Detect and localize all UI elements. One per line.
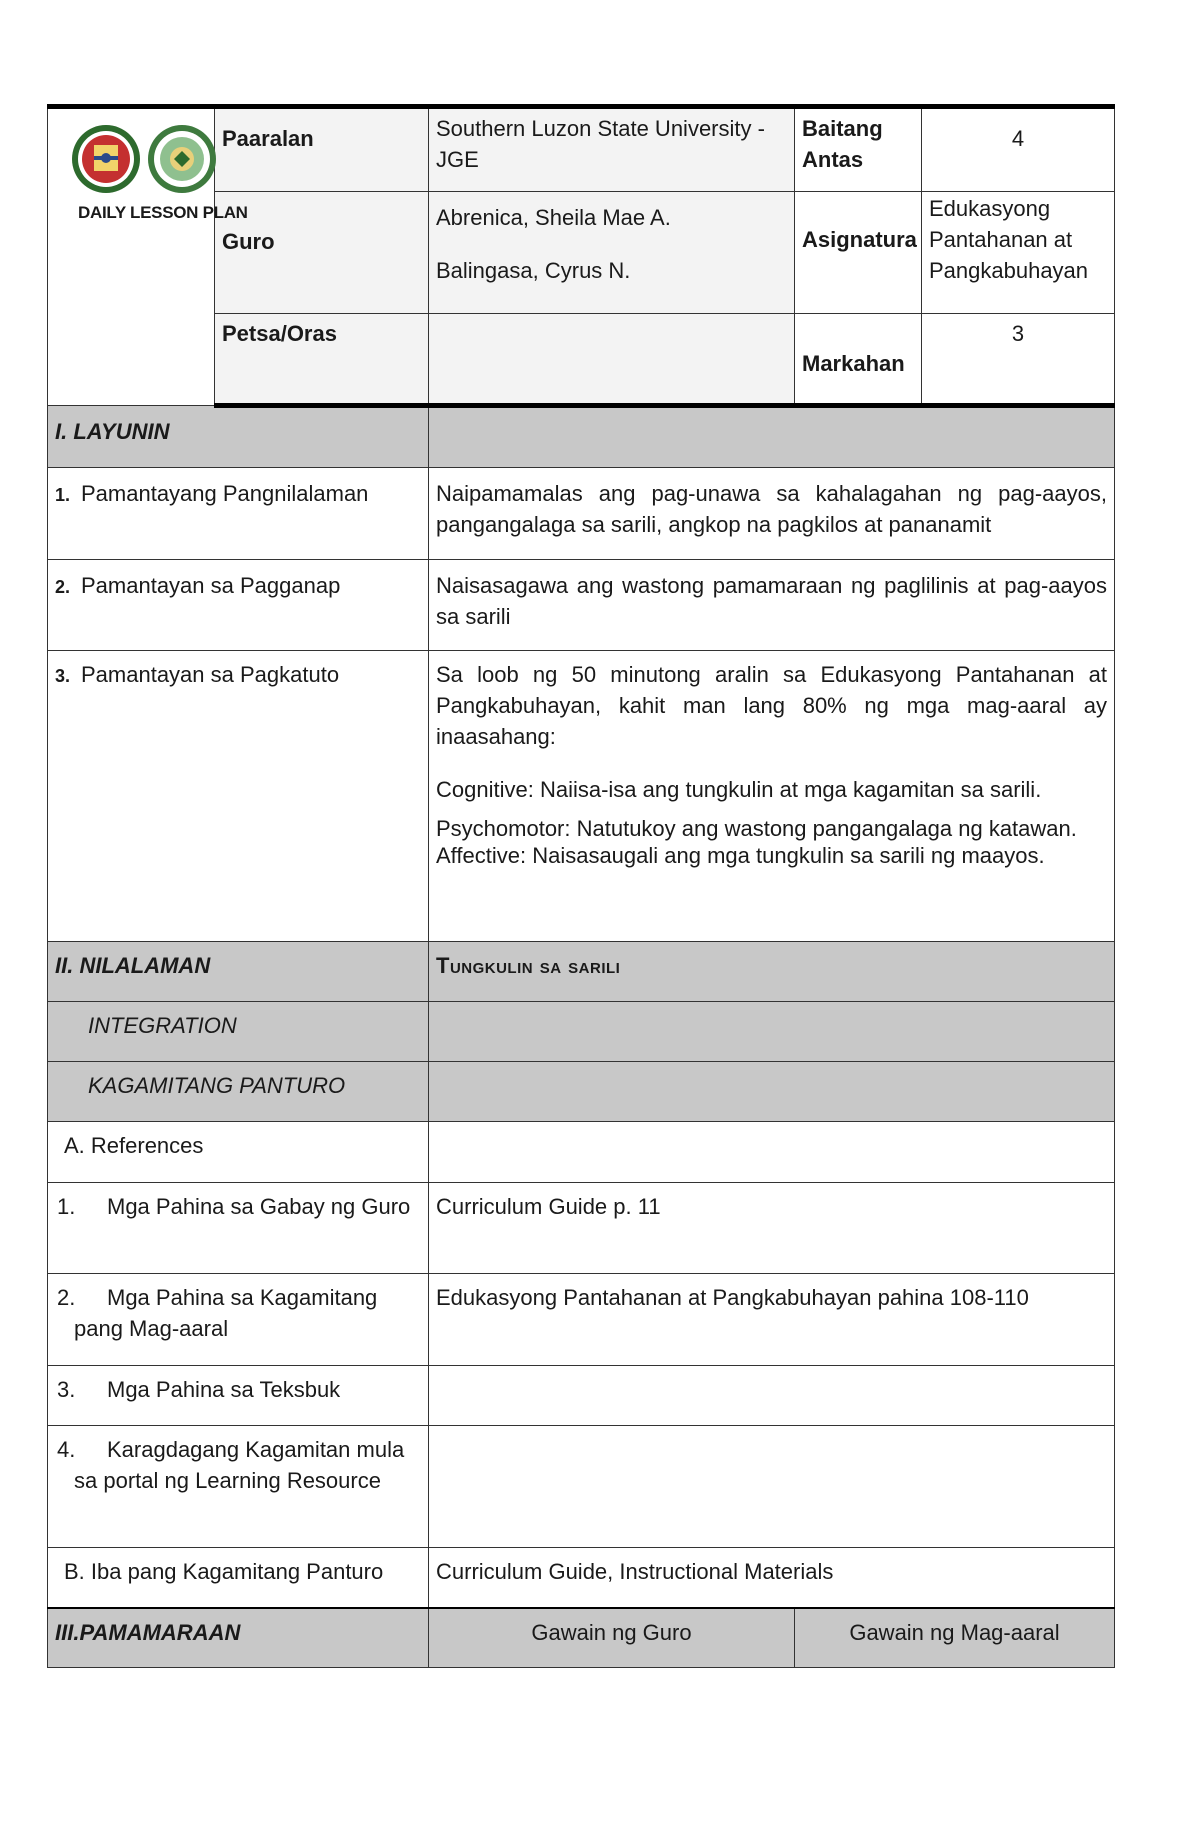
competency-affective: Affective: Naisasaugali ang mga tungkulin sa sarili ng maayos. [436, 843, 1045, 868]
jge-seal-icon [148, 125, 216, 193]
reference-value [429, 1426, 1115, 1548]
reference-value: Edukasyong Pantahanan at Pangkabuhayan pahina 108-110 [429, 1274, 1115, 1366]
reference-row [48, 1274, 429, 1366]
integration-label: INTEGRATION [48, 1002, 429, 1062]
teacher-name-1: Abrenica, Sheila Mae A. [436, 205, 671, 230]
reference-label: Mga Pahina sa Gabay ng Guro [107, 1194, 411, 1219]
reference-label: Mga Pahina sa Teksbuk [107, 1377, 341, 1402]
objective-row-1 [48, 468, 429, 560]
school-value: Southern Luzon State University -JGE [429, 107, 795, 192]
competency-cognitive: Cognitive: Naiisa-isa ang tungkulin at mga kagamitan sa sarili. [436, 777, 1042, 802]
teacher-name-2: Balingasa, Cyrus N. [436, 258, 631, 283]
reference-label: Mga Pahina sa Kagamitang pang Mag-aaral [74, 1285, 378, 1341]
competency-intro: Sa loob ng 50 minutong aralin sa Edukasyong Pantahanan at Pangkabuhayan, kahit man lang 80% ng mga mag-aaral ay inaasahang: [436, 662, 1107, 749]
objective-row-2 [48, 560, 429, 651]
grade-label: Baitang Antas [795, 107, 922, 192]
learning-competency [429, 651, 1115, 942]
reference-label: Karagdagang Kagamitan mula sa portal ng Learning Resource [74, 1437, 405, 1493]
quarter-label: Markahan [795, 314, 922, 406]
student-activity-header: Gawain ng Mag-aaral [795, 1608, 1115, 1668]
objective-label: Pamantayan sa Pagganap [81, 573, 341, 598]
objective-value: Naisasagawa ang wastong pamamaraan ng paglilinis at pag-aayos sa sarili [429, 560, 1115, 651]
objectives-title: I. LAYUNIN [48, 406, 429, 468]
logo-cell [48, 107, 248, 406]
objectives-title-blank [429, 406, 1115, 468]
reference-row [48, 1183, 429, 1274]
objective-num: 1. [55, 485, 71, 505]
subject-label: Asignatura [795, 192, 922, 314]
reference-num: 4. [57, 1437, 76, 1462]
content-title: II. NILALAMAN [48, 942, 429, 1002]
competency-psychomotor: Psychomotor: Natutukoy ang wastong pangangalaga ng katawan. [436, 816, 1077, 841]
materials-value [429, 1062, 1115, 1122]
reference-num: 2. [57, 1285, 76, 1310]
objective-label: Pamantayang Pangnilalaman [81, 481, 369, 506]
procedure-title: III.PAMAMARAAN [48, 1608, 429, 1668]
objective-value: Naipamamalas ang pag-unawa sa kahalagahan ng pag-aayos, pangangalaga sa sarili, angkop na pagkilos at pananamit [429, 468, 1115, 560]
objective-label: Pamantayan sa Pagkatuto [81, 662, 340, 687]
materials-label: KAGAMITANG PANTURO [48, 1062, 429, 1122]
school-label: Paaralan [215, 107, 429, 192]
reference-num: 1. [57, 1194, 76, 1219]
subject-value: Edukasyong Pantahanan at Pangkabuhayan [922, 192, 1115, 314]
daily-lesson-plan-table [47, 104, 1115, 1668]
teacher-names [429, 192, 795, 314]
references-value [429, 1122, 1115, 1183]
objective-num: 3. [55, 666, 71, 686]
date-label: Petsa/Oras [215, 314, 429, 406]
quarter-value: 3 [922, 314, 1115, 406]
objective-num: 2. [55, 577, 71, 597]
references-label: A. References [48, 1122, 429, 1183]
other-materials-value: Curriculum Guide, Instructional Materials [429, 1548, 1115, 1608]
other-materials-label: B. Iba pang Kagamitang Panturo [48, 1548, 429, 1608]
date-value[interactable] [429, 314, 795, 406]
reference-value [429, 1366, 1115, 1426]
reference-num: 3. [57, 1377, 76, 1402]
integration-value [429, 1002, 1115, 1062]
objective-row-3 [48, 651, 429, 942]
dlp-label: DAILY LESSON PLAN [78, 203, 248, 222]
reference-value: Curriculum Guide p. 11 [429, 1183, 1115, 1274]
teacher-label: Guro [215, 192, 429, 314]
reference-row [48, 1366, 429, 1426]
content-topic: Tungkulin sa sarili [429, 942, 1115, 1002]
teacher-activity-header: Gawain ng Guro [429, 1608, 795, 1668]
grade-value: 4 [922, 107, 1115, 192]
slsu-seal-icon [72, 125, 140, 193]
reference-row [48, 1426, 429, 1548]
school-logos [70, 117, 230, 197]
